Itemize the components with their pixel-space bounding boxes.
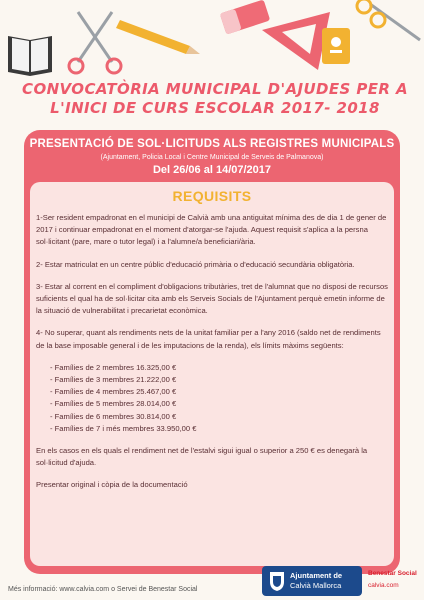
headline-line-2: L'INICI DE CURS ESCOLAR 2017- 2018 [50, 99, 380, 117]
logo-line-2: Calvià Mallorca [290, 581, 342, 590]
list-item: - Famílies de 5 membres 28.014,00 € [50, 399, 177, 409]
savings-note: En els casos en els quals el rendiment net de l'estalvi sigui igual o superior a 250 € es denegarà la sol·licitud d'ajuda. [36, 446, 368, 468]
list-item: - Famílies de 2 membres 16.325,00 € [50, 362, 177, 372]
submission-dates: Del 26/06 al 14/07/2017 [152, 164, 272, 176]
list-item: - Famílies de 7 i més membres 33.950,00 € [50, 423, 197, 433]
coat-of-arms-icon [268, 570, 286, 592]
income-limits-list [36, 362, 388, 435]
requirements-panel [30, 182, 394, 566]
book-icon [8, 36, 52, 76]
department-name: Benestar Social [368, 570, 417, 577]
department-website: calvia.com [368, 582, 399, 589]
page-title [20, 80, 410, 118]
card-subtitle: (Ajuntament, Policia Local i Centre Municipal de Serveis de Palmanova) [100, 154, 324, 161]
logo-line-1: Ajuntament de [290, 571, 343, 580]
list-item: - Famílies de 3 membres 21.222,00 € [50, 375, 177, 385]
requirement-2: 2- Estar matriculat en un centre públic d'educació primària o d'educació secundària obligatòria. [36, 259, 355, 269]
requirements-body [36, 212, 388, 502]
headline-line-1: CONVOCATÒRIA MUNICIPAL D'AJUDES PER A [22, 80, 408, 98]
scissors-icon [357, 0, 420, 40]
triangle-ruler-icon [262, 12, 330, 70]
notebook-icon [322, 28, 350, 64]
info-card [24, 130, 400, 574]
list-item: - Famílies de 6 membres 30.814,00 € [50, 411, 177, 421]
scissors-icon [69, 12, 121, 73]
pencil-icon [116, 20, 200, 54]
requirement-1: 1-Ser resident empadronat en el municipi de Calvià amb una antiguitat mínima des de dia 1 de gener de 2017 i continuar empadronat en el moment d'atorgar-se l'ajuda. Aquest requisit s'aplica a la persna sol·licitant (pare, mare o tutor legal) i a l'alumne/a beneficiari/ària. [36, 213, 387, 247]
ajuntament-calvia-logo [262, 566, 362, 596]
requirement-4: 4- No superar, quant als rendiments nets de la unitat familiar per a l'any 2016 (saldo net de rendiments de la base imposable general i de les imputacions de la renda), els límits màxims següents: [36, 328, 381, 350]
eraser-icon [220, 0, 271, 35]
documentation-note: Presentar original i còpia de la documentació [36, 480, 188, 490]
more-info-text: Més informació: www.calvia.com o Servei de Benestar Social [8, 586, 198, 593]
requirement-3: 3- Estar al corrent en el compliment d'obligacions tributàries, tret de l'alumnat que no disposi de recursos suficients el qual ha de sol·licitar cita amb els Serveis Socials de l'Ajuntament perquè emetin informe de la situació de vulnerabilitat i precarietat econòmica. [36, 281, 388, 316]
card-title: PRESENTACIÓ DE SOL·LICITUDS ALS REGISTRES MUNICIPALS [29, 138, 395, 150]
list-item: - Famílies de 4 membres 25.467,00 € [50, 387, 177, 397]
school-supplies-decoration [0, 0, 424, 82]
requirements-title: REQUISITS [172, 188, 252, 204]
